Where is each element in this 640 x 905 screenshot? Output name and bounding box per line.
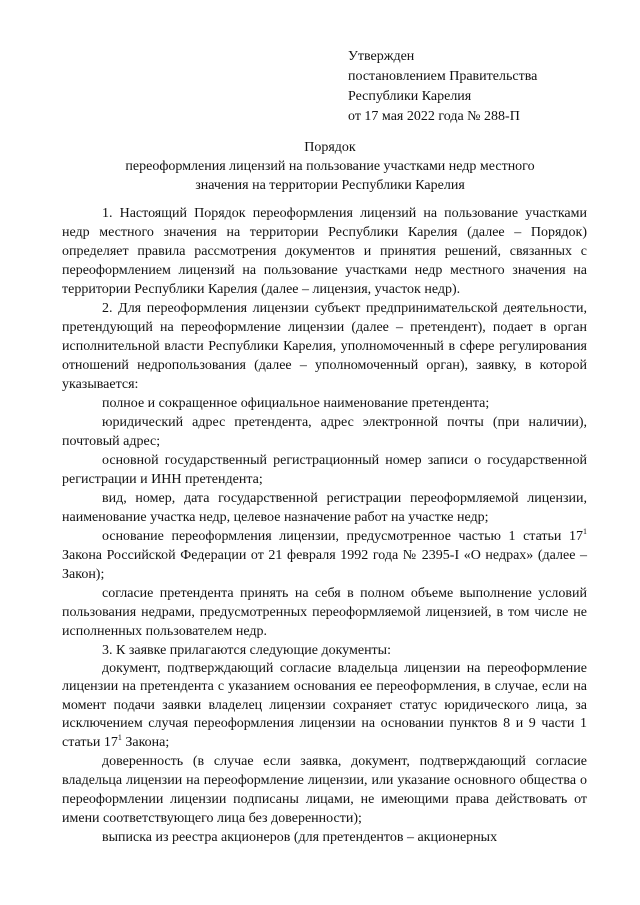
paragraph: выписка из реестра акционеров (для претендентов – акционерных xyxy=(102,830,498,846)
paragraph: основной государственный регистрационный номер записи о государственной регистрации и ИНН претендента; xyxy=(62,453,587,487)
paragraph: юридический адрес претендента, адрес электронной почты (при наличии), почтовый адрес; xyxy=(62,415,587,449)
approval-line: Утвержден xyxy=(348,49,415,64)
title-line: Порядок xyxy=(304,140,356,155)
paragraph xyxy=(62,660,587,752)
paragraph: согласие претендента принять на себя в полном объеме выполнение условий пользования недрами, предусмотренных переоформляемой лицензией, в том числе не исполненных пользователем недр. xyxy=(62,586,587,639)
paragraph: 1. Настоящий Порядок переоформления лицензий на пользование участками недр местного значения на территории Республики Карелия (далее – Порядок) определяет правила рассмотрения документов и принятия решений, связанных с переоформлением лицензий на пользование участками недр местного значения на территории Республики Карелия (далее – лицензия, участок недр). xyxy=(62,206,587,297)
paragraph: доверенность (в случае если заявка, документ, подтверждающий согласие владельца лицензии на переоформление лицензии, или указание основного общества о переоформлении лицензии подписаны лицами, не имеющими права действовать от имени соответствующего лица без доверенности); xyxy=(62,754,587,827)
document-title xyxy=(60,138,600,195)
paragraph: вид, номер, дата государственной регистрации переоформляемой лицензии, наименование участка недр, целевое назначение работ на участке недр; xyxy=(62,491,587,525)
superscript: 1 xyxy=(583,527,587,536)
paragraph: 2. Для переоформления лицензии субъект предпринимательской деятельности, претендующий на переоформление лицензии (далее – претендент), подает в орган исполнительной власти Республики Карелия, уполномоченный в сфере регулирования отношений недропользования (далее – уполномоченный орган), заявку, в которой указывается: xyxy=(62,301,587,392)
document-body xyxy=(62,204,587,847)
paragraph: полное и сокращенное официальное наименование претендента; xyxy=(102,396,490,411)
paragraph-text: Закона Российской Федерации от 21 февраля 1992 года № 2395-I «О недрах» (далее – Закон); xyxy=(62,548,587,582)
title-line: переоформления лицензий на пользование участками недр местного xyxy=(125,159,535,174)
paragraph-text: документ, подтверждающий согласие владельца лицензии на переоформление лицензии на претендента с указанием основания ее переоформления, в случае, если на момент подачи заявки владелец лицензии сохраняет статус юридического лица, за исключением случая переоформления лицензии на основании пунктов 8 и 9 части 1 статьи 17 xyxy=(62,661,587,750)
approval-line: Республики Карелия xyxy=(348,89,472,104)
approval-line: постановлением Правительства xyxy=(348,69,538,84)
paragraph-text: основание переоформления лицензии, предусмотренное частью 1 статьи 17 xyxy=(102,529,583,544)
title-line: значения на территории Республики Карелия xyxy=(195,178,465,193)
paragraph: 3. К заявке прилагаются следующие документы: xyxy=(102,643,391,658)
paragraph-text: Закона; xyxy=(121,734,170,750)
paragraph xyxy=(62,527,587,584)
approval-date-line: от 17 мая 2022 года № 288-П xyxy=(348,109,520,124)
approval-stamp xyxy=(348,47,608,127)
superscript: 1 xyxy=(117,732,122,742)
